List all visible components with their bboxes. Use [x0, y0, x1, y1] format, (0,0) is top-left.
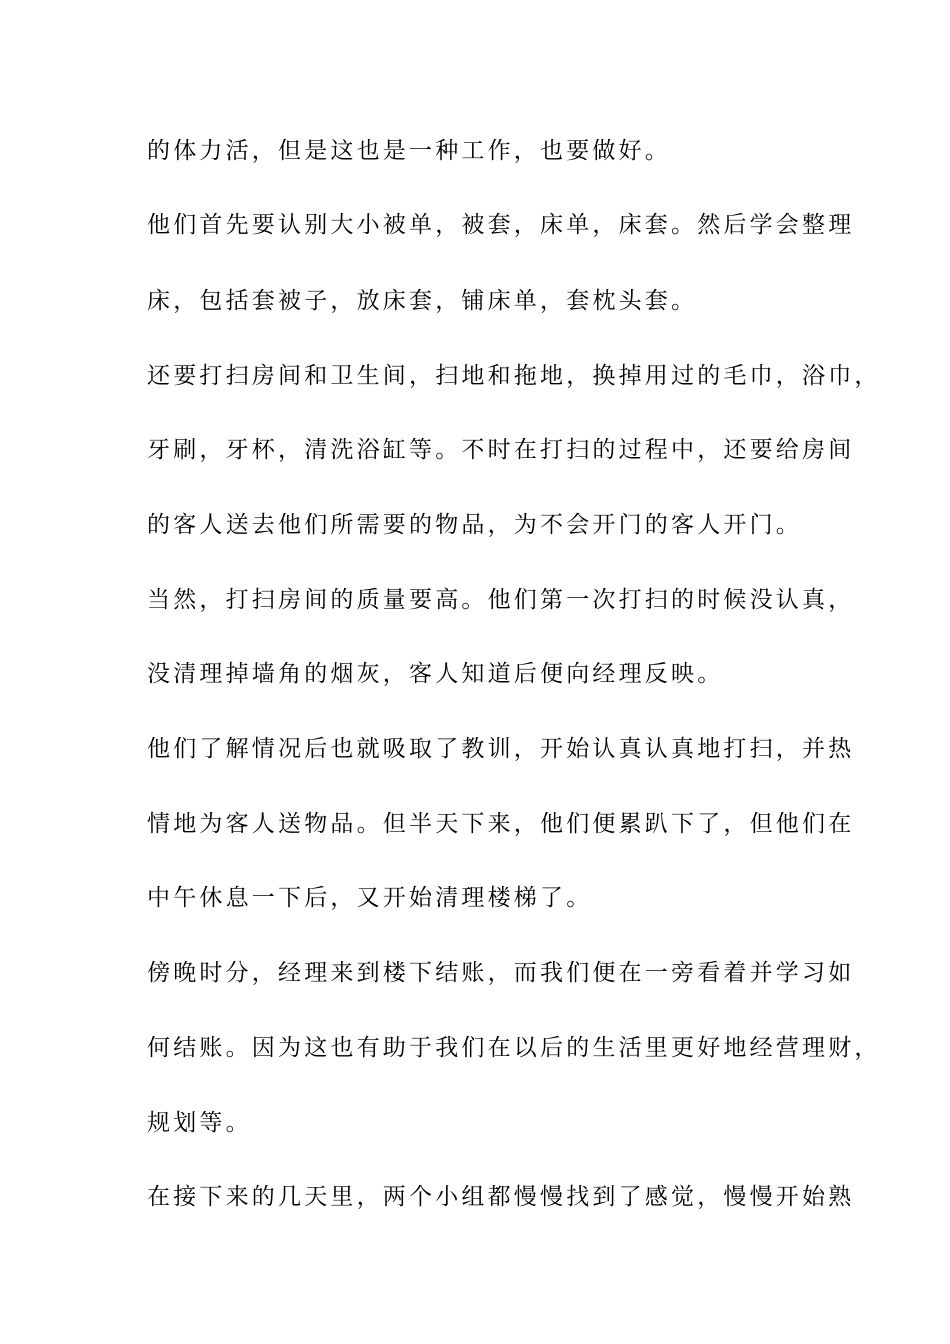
text-line: 何结账。因为这也有助于我们在以后的生活里更好地经营理财， [147, 1035, 881, 1061]
text-line: 当然，打扫房间的质量要高。他们第一次打扫的时候没认真， [147, 587, 855, 613]
text-line: 床，包括套被子，放床套，铺床单，套枕头套。 [147, 288, 698, 314]
text-line: 中午休息一下后，又开始清理楼梯了。 [147, 885, 593, 911]
text-line: 傍晚时分，经理来到楼下结账，而我们便在一旁看着并学习如 [147, 960, 855, 986]
text-line: 规划等。 [147, 1110, 252, 1136]
text-line: 在接下来的几天里，两个小组都慢慢找到了感觉，慢慢开始熟 [147, 1184, 855, 1210]
text-line: 的体力活，但是这也是一种工作，也要做好。 [147, 138, 671, 164]
text-line: 还要打扫房间和卫生间，扫地和拖地，换掉用过的毛巾，浴巾， [147, 363, 881, 389]
text-line: 他们首先要认别大小被单，被套，床单，床套。然后学会整理 [147, 212, 855, 238]
text-line: 他们了解情况后也就吸取了教训，开始认真认真地打扫，并热 [147, 736, 855, 762]
text-line: 牙刷，牙杯，清洗浴缸等。不时在打扫的过程中，还要给房间 [147, 437, 855, 463]
text-line: 的客人送去他们所需要的物品，为不会开门的客人开门。 [147, 512, 802, 538]
text-line: 情地为客人送物品。但半天下来，他们便累趴下了，但他们在 [147, 811, 855, 837]
text-line: 没清理掉墙角的烟灰，客人知道后便向经理反映。 [147, 661, 724, 687]
